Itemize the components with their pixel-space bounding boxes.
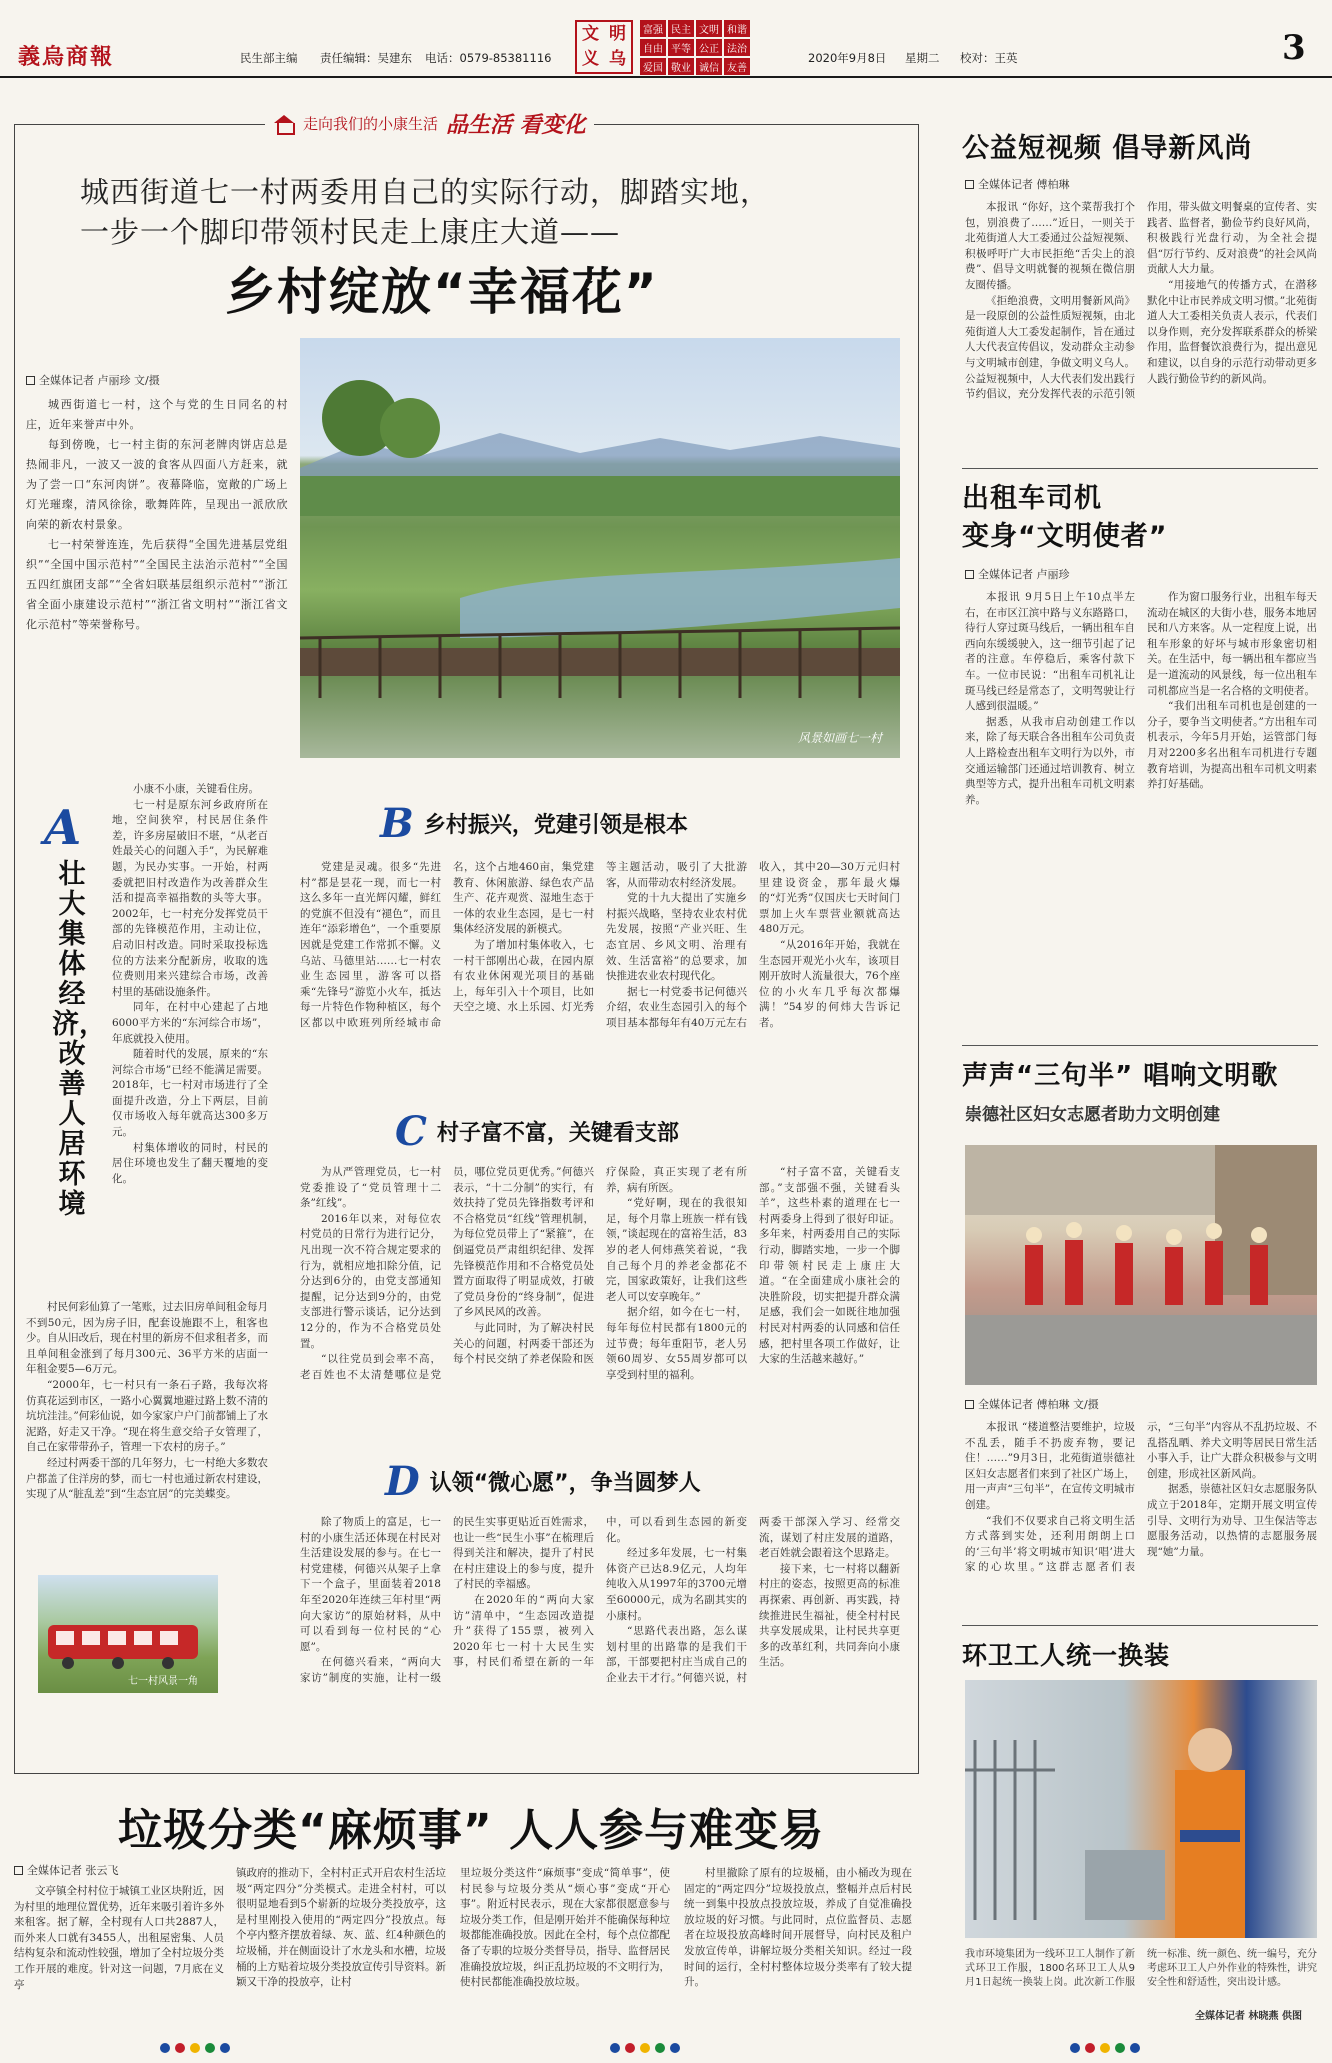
- dot-icon: [160, 2043, 170, 2053]
- section-b-title: 乡村振兴，党建引领是根本: [423, 813, 688, 838]
- section-a-body-cont: [26, 1300, 268, 1503]
- dot-icon: [670, 2043, 680, 2053]
- bottom-headline: 垃圾分类“麻烦事” 人人参与难变易: [118, 1805, 825, 1856]
- body-paragraph: 在2020年的“两向大家访”清单中，“生态园改造提升”获得了155票，被列入2020年七一村十大民生实事，村民们希望在新的一年中，可以看到生态园的新变化。: [453, 1516, 747, 1669]
- divider: [962, 1045, 1318, 1046]
- story2-title: [962, 480, 1168, 556]
- dot-icon: [610, 2043, 620, 2053]
- section-b-body: [300, 860, 900, 1100]
- column-kicker: [265, 108, 594, 139]
- logo-char: 明: [609, 24, 626, 44]
- photo-caption: 风景如画七一村: [797, 731, 882, 745]
- kicker-label: 走向我们的小康生活: [303, 115, 439, 133]
- intro-paragraph: 城西街道七一村，这个与党的生日同名的村庄，近年来誉声中外。: [26, 398, 288, 431]
- dot-icon: [640, 2043, 650, 2053]
- deck-line: 一步一个脚印带领村民走上康庄大道——: [80, 215, 621, 249]
- value-tag: 平等: [668, 39, 694, 56]
- body-paragraph: 随着时代的发展，原来的“东河综合市场”已经不能满足需要。2018年，七一村对市场进行了全面提升改造，分上下两层，目前仅市场收入每年就高达300多万元。: [112, 1048, 268, 1139]
- body-paragraph: 据介绍，如今在七一村，每年每位村民都有1800元的过节费；每年重阳节，老人另领60周岁、女55周岁都可以享受到村里的福利。: [606, 1306, 747, 1381]
- checkbox-icon: [26, 376, 35, 385]
- train-caption: 七一村风景一角: [128, 1676, 198, 1687]
- editor-dept: 民生部主编: [240, 51, 298, 65]
- story2-byline: [965, 566, 1070, 582]
- story2-body: [965, 590, 1317, 1010]
- title-line: 变身“文明使者”: [962, 521, 1168, 552]
- bottom-byline: [14, 1862, 119, 1878]
- value-tag: 敬业: [668, 58, 694, 75]
- proofreader: 校对：王英: [960, 51, 1018, 65]
- body-paragraph: “党好啊，现在的我很知足，每个月靠上班族一样有钱领，”谈起现在的富裕生活，83岁的老人何炜燕笑着说，“我自己每个月的养老金都花不完，国家政策好，让我们这些老人可以安享晚年。”: [606, 1197, 747, 1303]
- divider: [962, 1625, 1318, 1626]
- worker-scene: [965, 1680, 1317, 1938]
- section-a-letter: A: [44, 800, 82, 856]
- logo-char: 文: [582, 24, 599, 44]
- story3-subtitle: 崇德社区妇女志愿者助力文明创建: [965, 1105, 1220, 1125]
- body-paragraph: 据悉，崇德社区妇女志愿服务队成立于2018年，定期开展文明宣传引导、文明行为劝导、卫生保洁等志愿服务活动，以热情的志愿服务展现“她”力量。: [1147, 1483, 1317, 1558]
- body-paragraph: 为了增加村集体收入，七一村干部刚出心裁，在园内原有农业休闲观光项目的基础上，每年引入十个项目，比如天空之境、水上乐园、灯光秀等主题活动，吸引了大批游客，从而带动农村经济发展。: [453, 861, 747, 1014]
- story4-title: 环卫工人统一换装: [962, 1641, 1171, 1670]
- body-paragraph: 接下来，七一村将以翻新村庄的姿态，按照更高的标准再探索、再创新、再实践，持续推进民生福祉，使全村村民共享发展成果，让村民共享更多的改革红利，共同奔向小康生活。: [759, 1562, 900, 1669]
- story4-caption: [965, 1948, 1317, 2008]
- value-tag: 法治: [724, 39, 750, 56]
- values-row: [640, 58, 786, 75]
- section-a-title: 壮大集体经济，改善人居环境: [52, 859, 106, 1220]
- values-row: [640, 20, 786, 37]
- value-tag: 友善: [724, 58, 750, 75]
- dot-icon: [1130, 2043, 1140, 2053]
- byline-text: 全媒体记者 傅柏琳: [978, 178, 1070, 191]
- footer-dots: [610, 2043, 680, 2053]
- story4-credit: 全媒体记者 林晓燕 供图: [1195, 2011, 1302, 2022]
- sanitation-worker-photo: [965, 1680, 1317, 1938]
- value-tag: 诚信: [696, 58, 722, 75]
- value-tag: 民主: [668, 20, 694, 37]
- dot-icon: [1085, 2043, 1095, 2053]
- lead-intro: [26, 395, 288, 635]
- headline-deck: [80, 172, 900, 252]
- byline-text: 全媒体记者 张云飞: [27, 1864, 119, 1877]
- deck-line: 城西街道七一村两委用自己的实际行动，脚踏实地，: [80, 175, 771, 209]
- body-paragraph: 经过多年发展，七一村集体资产已达8.9亿元，人均年纯收入从1997年的3700元增至60000元，成为名副其实的小康村。: [606, 1547, 747, 1622]
- bottom-col-1: [14, 1884, 224, 2034]
- byline-text: 全媒体记者 卢丽珍 文/摄: [39, 374, 160, 387]
- body-paragraph: 村集体增收的同时，村民的居住环境也发生了翻天覆地的变化。: [112, 1141, 268, 1185]
- body-paragraph: 据七一村党委书记何德兴介绍，农业生态园引入的每个项目基本都每年有40万元左右收入，其中20—30万元归村里建设资金，那年最火爆的“灯光秀”仅国庆七天时间门票加上火车票营业额就高达480万元。: [606, 861, 900, 1029]
- body-paragraph: 同年，在村中心建起了占地6000平方米的“东河综合市场”，年底就投入使用。: [112, 1001, 268, 1045]
- body-paragraph: “思路代表出路，怎么谋划村里的出路靠的是我们干部，干部要把村庄当成自己的企业去干才行。”何德兴说，村两委干部深入学习、经常交流，谋划了村庄发展的道路，老百姓就会跟着这个思路走。: [606, 1516, 900, 1684]
- title-line: 出租车司机: [962, 483, 1102, 514]
- story3-byline: [965, 1396, 1099, 1412]
- story3-title: 声声“三句半” 唱响文明歌: [962, 1061, 1279, 1091]
- section-c-title: 村子富不富，关键看支部: [436, 1121, 679, 1146]
- volunteers-photo: [965, 1145, 1317, 1385]
- body-paragraph: 小康不小康，关键看住房。: [133, 783, 259, 795]
- dot-icon: [625, 2043, 635, 2053]
- checkbox-icon: [14, 1866, 23, 1875]
- civility-logo: [575, 20, 633, 74]
- logo-char: 乌: [609, 49, 626, 69]
- value-tag: 爱国: [640, 58, 666, 75]
- checkbox-icon: [965, 1400, 974, 1409]
- lead-headline: 乡村绽放“幸福花”: [225, 263, 659, 321]
- body-paragraph: 本报讯 9月5日上午10点半左右，在市区江滨中路与义东路路口，待行人穿过斑马线后，一辆出租车自西向东缓缓驶入，这一细节引起了记者的注意。车停稳后，乘客付款下车。一位市民说：“出租车司机礼让斑马线已经是常态了，文明驾驶让行人感到很温暖。”: [965, 591, 1135, 713]
- duty-editor: 责任编辑：吴建东: [320, 51, 412, 65]
- lead-byline: [26, 372, 160, 388]
- dot-icon: [1070, 2043, 1080, 2053]
- intro-paragraph: 七一村荣誉连连，先后获得“全国先进基层党组织”“全国中国示范村”“全国民主法治示范村”“全国五四红旗团支部”“全省妇联基层组织示范村”“浙江省全面小康建设示范村”“浙江省文明村”“浙江省文化示范村”等荣誉称号。: [26, 538, 288, 631]
- page-number: 3: [1282, 28, 1306, 68]
- section-d-title: 认领“微心愿”，争当圆梦人: [429, 1471, 701, 1496]
- dot-icon: [1100, 2043, 1110, 2053]
- body-paragraph: 为从严管理党员，七一村党委推设了“党员管理十二条”红线”。: [300, 1166, 441, 1210]
- intro-paragraph: 每到傍晚，七一村主街的东河老牌肉饼店总是热闹非凡，一波又一波的食客从四面八方赶来，就为了尝一口“东河肉饼”。夜幕降临，宽敞的广场上灯光璀璨，清风徐徐，歌舞阵阵，呈现出一派欣欣向荣的新农村景象。: [26, 438, 288, 531]
- body-paragraph: 本报讯 “楼道整洁要维护，垃圾不乱丢，随手不扔废弃物，要记住！……”9月3日，北苑街道崇德社区妇女志愿者们来到了社区广场上，用一声声“三句半”，在宣传文明城市创建。: [965, 1421, 1135, 1511]
- section-d-body: [300, 1515, 900, 1755]
- body-paragraph: 作为窗口服务行业，出租车每天流动在城区的大街小巷，服务本地居民和八方来客。从一定程度上说，出租车形象的好坏与城市形象密切相关。在生活中，每一辆出租车都应当是一道流动的风景线，每一位出租车司机都应当是一名合格的文明使者。: [1147, 591, 1317, 697]
- body-paragraph: “以往党员到会率不高，老百姓也不太清楚哪位是党员，哪位党员更优秀。”何德兴表示，“十二分制”的实行，有效扶持了党员先锋指数考评和不合格党员“红线”管理机制，为每位党员带上了“紧箍”，在倒逼党员严肃组织纪律、发挥先锋模范作用和不合格党员处置方面取得了明显成效，打破了党员身份的“终身制”，促进了乡风民风的改善。: [300, 1166, 594, 1381]
- village-scene: [300, 338, 900, 758]
- values-row: [640, 39, 786, 56]
- body-paragraph: “村子富不富，关键看支部。”支部强不强，关键看头羊”，这些朴素的道理在七一村两委身上得到了很好印证。多年来，村两委用自己的实际行动，脚踏实地，一步一个脚印带领村民走上康庄大道。“在全面建成小康社会的决胜阶段，切实把提升群众满足感，我们会一如既往地加强村民对村两委的认同感和信任感，把村里各项工作做好，让大家的生活越来越好。”: [759, 1166, 900, 1366]
- train-photo: [38, 1575, 218, 1693]
- paper-name: 義烏商報: [18, 44, 115, 70]
- bottom-col-2: [236, 1866, 446, 2034]
- volunteers-scene: [965, 1145, 1317, 1385]
- weekday: 星期二: [905, 51, 940, 65]
- kicker-slogan: 品生活 看变化: [446, 112, 586, 138]
- body-paragraph: 里垃圾分类这件“麻烦事”变成“简单事”，使村民参与垃圾分类从“烦心事”变成“开心事”。附近村民表示，现在大家都很愿意参与垃圾分类工作，但是刚开始并不能确保每种垃圾都能准确投放。因此在全村，每个点位都配备了专职的垃圾分类督导员，指导、监督居民准确投放垃圾，纠正乱扔垃圾的不文明行为，使村民都能准确投放垃圾。: [460, 1867, 670, 1989]
- body-paragraph: 文亭镇全村村位于城镇工业区块附近，因为村里的地理位置优势，近年来吸引着许多外来租客。据了解，全村现有人口共2887人，而外来人口就有3455人，出租屋密集、人员结构复杂和流动性较强，增加了全村垃圾分类工作开展的难度。针对这一问题，7月底在义亭: [14, 1885, 224, 1991]
- body-paragraph: 据悉，从我市启动创建工作以来，除了每天联合各出租车公司负责人上路检查出租车文明行为以外，市交通运输部门还通过培训教育、树立典型等方式，提升出租车司机文明素养。: [965, 715, 1135, 806]
- village-photo: [300, 338, 900, 758]
- byline-text: 全媒体记者 傅柏琳 文/摄: [978, 1398, 1099, 1411]
- core-values: [640, 20, 786, 77]
- dot-icon: [190, 2043, 200, 2053]
- divider: [962, 468, 1318, 469]
- body-paragraph: “我们出租车司机也是创建的一分子，要争当文明使者。”方出租车司机表示，今年5月开始，运管部门每月对2200多名出租车司机进行专题教育培训，为提高出租车司机文明素养打好基础。: [1147, 700, 1317, 791]
- dot-icon: [220, 2043, 230, 2053]
- value-tag: 富强: [640, 20, 666, 37]
- body-paragraph: 镇政府的推动下，全村村正式开启农村生活垃圾“两定四分”分类模式。走进全村村，可以很明显地看到5个崭新的垃圾分类投放亭，这是村里刚投入使用的“两定四分”投放点。每个亭内整齐摆放着绿、灰、蓝、红4种颜色的垃圾桶，并在侧面设计了水龙头和水槽，垃圾桶的上方贴着垃圾分类投放宣传引导资料。新颖又干净的投放亭，让村: [236, 1867, 446, 1989]
- body-paragraph: 经过村两委干部的几年努力，七一村绝大多数农户都盖了住洋房的梦，而七一村也通过新农村建设，实现了从“脏乱差”到“生态宜居”的完美蝶变。: [26, 1456, 268, 1501]
- value-tag: 公正: [696, 39, 722, 56]
- body-paragraph: 党的十九大提出了实施乡村振兴战略，坚持农业农村优先发展，按照“产业兴旺、生态宜居、乡风文明、治理有效、生活富裕”的总要求，加快推进农业农村现代化。: [606, 892, 747, 983]
- value-tag: 自由: [640, 39, 666, 56]
- byline-text: 全媒体记者 卢丽珍: [978, 568, 1070, 581]
- section-c-letter: C: [395, 1108, 427, 1155]
- checkbox-icon: [965, 180, 974, 189]
- section-c-head: [395, 1108, 679, 1155]
- story1-title: 公益短视频 倡导新风尚: [962, 133, 1253, 164]
- body-paragraph: 《拒绝浪费，文明用餐新风尚》是一段原创的公益性质短视频，由北苑街道人大工委发起制作，旨在通过人大代表宣传倡议，发动群众主动参与文明城市创建，争做文明义乌人。公益短视频中，人大代表们发出践行节约倡议，充分发挥代表的示范引领作用，带头做文明餐桌的宣传者、实践者、监督者，勤俭节约良好风尚，积极践行光盘行动，为全社会提倡“厉行节约、反对浪费”的社会风尚贡献人大力量。: [965, 201, 1317, 401]
- house-icon: [273, 115, 295, 133]
- body-paragraph: 在何德兴看来，“两向大家访”制度的实施，让村一级的民生实事更贴近百姓需求，也让一些“民生小事”在梳理后得到关注和解决，提升了村民在村庄建设上的参与度，提升了村民的幸福感。: [300, 1516, 594, 1684]
- footer-dots: [160, 2043, 230, 2053]
- dot-icon: [205, 2043, 215, 2053]
- body-paragraph: 村里撤除了原有的垃圾桶，由小桶改为现在固定的“两定四分”垃圾投放点，整幅并点后村民统一到集中投放点投放垃圾，养成了自觉准确投放垃圾的好习惯。与此同时，点位监督员、志愿者在垃圾投放高峰时间开展督导，向村民及租户发放宣传单，讲解垃圾分类相关知识。经过一段时间的运行，全村村整体垃圾分类率有了较大提升。: [684, 1867, 912, 1989]
- footer-dots: [1070, 2043, 1140, 2053]
- section-b-head: [380, 800, 688, 847]
- section-a-body: [112, 782, 268, 1187]
- story1-body: [965, 200, 1317, 440]
- body-paragraph: 2016年以来，对每位农村党员的日常行为进行记分，凡出现一次不符合规定要求的行为，就相应地扣除分值，记分达到6分的，由党支部通知提醒，记分达到9分的，由党支部进行警示谈话，记分达到12分的，作为不合格党员处置。: [300, 1212, 441, 1350]
- checkbox-icon: [965, 570, 974, 579]
- body-paragraph: 党建是灵魂。很多“先进村”都是昙花一现，而七一村这么多年一直光辉闪耀，鲜红的党旗不但没有“褪色”，而且连年“添彩增色”，一个重要原因就是党建工作常抓不懈。义乌站、马德里站……七一村农业生态园里，游客可以搭乘“先锋号”游览小火车，抵达每一片特色作物种植区，每个区都以中欧班列所经城市命名，这个占地460亩，集党建教育、休闲旅游、绿色农产品生产、花卉观赏、湿地生态于一体的农业生态园，是七一村集体经济发展的新模式。: [300, 861, 594, 1029]
- section-d-head: [385, 1458, 701, 1505]
- body-paragraph: 除了物质上的富足，七一村的小康生活还体现在村民对生活建设发展的参与。在七一村党建楼，何德兴从架子上拿下一个盒子，里面装着2018年至2020年连续三年村里“两向大家访”的原始材料，从中可以看到每一位村民的“心愿”。: [300, 1516, 441, 1653]
- body-paragraph: “我们不仅要求自己将文明生活方式落到实处，还利用朗朗上口的‘三句半’将文明城市知识‘唱’进大家的心坎里。”这群志愿者们表示，“三句半”内容从不乱扔垃圾、不乱搭乱晒、养犬文明等居民日常生活小事入手，让广大群众积极参与文明创建，形成社区新风尚。: [965, 1421, 1317, 1574]
- body-paragraph: “从2016年开始，我就在生态园开观光小火车，该项目刚开放时人流量很大，76个座位的小火车几乎每次都爆满！”54岁的何炜大告诉记者。: [759, 938, 900, 1029]
- bottom-col-3: [460, 1866, 670, 2034]
- body-paragraph: “2000年，七一村只有一条石子路，我每次将仿真花运到市区，一路小心翼翼地避过路上数不清的坑坑洼洼。”何彩仙说，如今家家户户门前都铺上了水泥路，好走又干净。“现在将生意交给子女管理了，自己在家带带孙子，管理一下农村的房子。”: [26, 1378, 268, 1454]
- story3-body: [965, 1420, 1317, 1620]
- issue-date: 2020年9月8日: [808, 51, 887, 65]
- logo-char: 义: [582, 49, 599, 69]
- caption-text: 我市环境集团为一线环卫工人制作了新式环卫工作服，1800名环卫工人从9月1日起统一换装上岗。此次新工作服统一标准、统一颜色、统一编号，充分考虑环卫工人户外作业的特殊性，讲究安全性和舒适性，突出设计感。: [965, 1949, 1317, 1988]
- value-tag: 和谐: [724, 20, 750, 37]
- body-paragraph: 本报讯 “你好，这个菜帮我打个包，别浪费了……”近日，一则关于北苑街道人大工委通过公益短视频、积极呼吁广大市民拒绝“舌尖上的浪费”、倡导文明就餐的视频在微信朋友圈传播。: [965, 201, 1135, 291]
- section-d-letter: D: [385, 1458, 420, 1505]
- section-b-letter: B: [380, 800, 414, 847]
- body-paragraph: 村民何彩仙算了一笔账，过去旧房单间租金每月不到50元，因为房子旧，配套设施跟不上，租客也少。自从旧改后，现在村里的新房不但求租者多，而且单间租金涨到了每月300元、36平方米的店面一年租金要5—6万元。: [26, 1301, 268, 1376]
- bottom-col-4: [684, 1866, 912, 2034]
- body-paragraph: 七一村是原东河乡政府所在地，空间狭窄，村民居住条件差，许多房屋破旧不堪，“从老百姓最关心的问题入手”，为民解难题，为民办实事。一开始，村两委就把旧村改造作为改善群众生活和提高幸福指数的头等大事。2002年，七一村充分发挥党员干部的先锋模范作用，主动让位，启动旧村改造。同时采取投标选位的方法来分配新房，收取的选位费则用来兴建综合市场，改善村里的基础设施条件。: [112, 798, 268, 998]
- section-c-body: [300, 1165, 900, 1470]
- story1-byline: [965, 176, 1070, 192]
- phone: 电话：0579-85381116: [425, 51, 552, 65]
- body-paragraph: 与此同时，为了解决村民关心的问题，村两委干部还为每个村民交纳了养老保险和医疗保险，真正实现了老有所养，病有所医。: [453, 1166, 747, 1366]
- dot-icon: [655, 2043, 665, 2053]
- body-paragraph: “用接地气的传播方式，在潜移默化中让市民养成文明习惯。”北苑街道人大工委相关负责人表示，代表们以身作则，充分发挥联系群众的桥梁作用，监督餐饮浪费行为，提出意见和建议，以自身的示范行动带动更多人践行勤俭节约的新风尚。: [1147, 278, 1317, 385]
- dot-icon: [175, 2043, 185, 2053]
- value-tag: 文明: [696, 20, 722, 37]
- dot-icon: [1115, 2043, 1125, 2053]
